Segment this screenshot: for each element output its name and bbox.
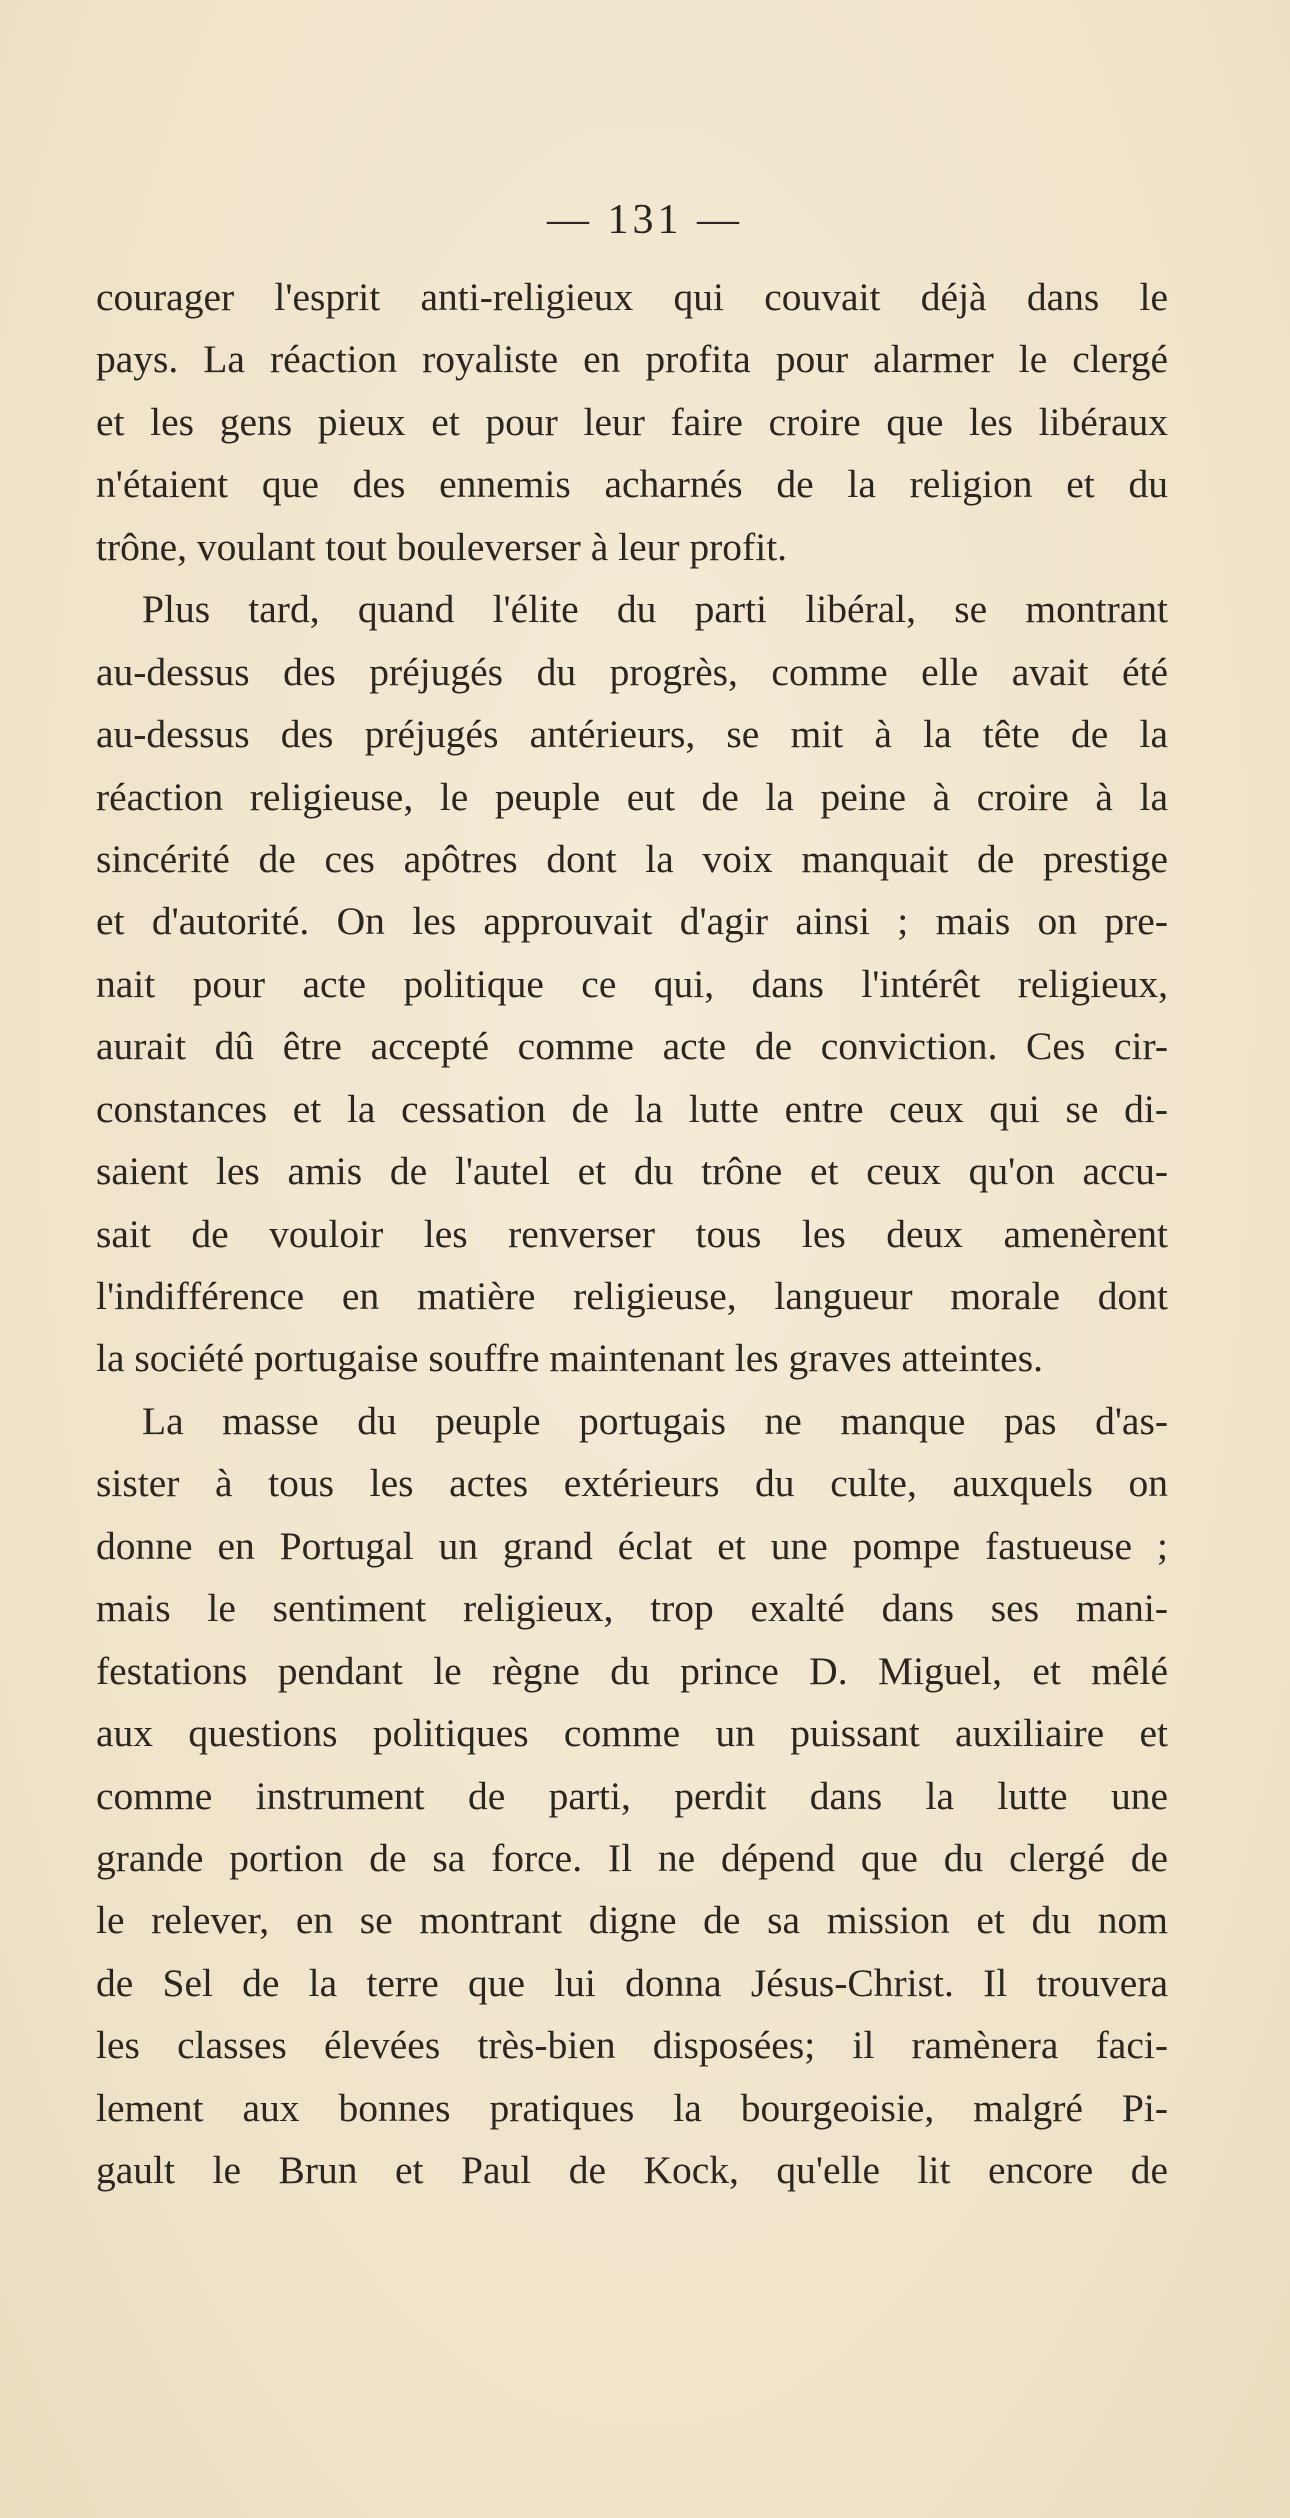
text-line: trône, voulant tout bouleverser à leur profit. xyxy=(96,524,788,569)
text-line: constances et la cessation de la lutte entre ceux qui se di- xyxy=(96,1086,1168,1131)
text-line: La masse du peuple portugais ne manque pas d'as- xyxy=(142,1398,1168,1443)
body-text xyxy=(96,266,1168,2202)
page-number-header: — 131 — xyxy=(547,197,743,243)
text-line: de Sel de la terre que lui donna Jésus-Christ. Il trouvera xyxy=(96,1960,1168,2005)
text-line: au-dessus des préjugés du progrès, comme elle avait été xyxy=(96,649,1168,694)
text-line: mais le sentiment religieux, trop exalté dans ses mani- xyxy=(96,1586,1168,1631)
text-line: pays. La réaction royaliste en profita pour alarmer le clergé xyxy=(96,337,1168,382)
text-line: donne en Portugal un grand éclat et une pompe fastueuse ; xyxy=(96,1523,1168,1568)
text-line: aux questions politiques comme un puissant auxiliaire et xyxy=(96,1711,1168,1756)
text-line: courager l'esprit anti-religieux qui couvait déjà dans le xyxy=(96,275,1168,319)
text-line: festations pendant le règne du prince D. Miguel, et mêlé xyxy=(96,1648,1168,1693)
text-line: au-dessus des préjugés antérieurs, se mit à la tête de la xyxy=(96,712,1168,757)
text-line: réaction religieuse, le peuple eut de la peine à croire à la xyxy=(96,774,1168,819)
text-line: comme instrument de parti, perdit dans la lutte une xyxy=(96,1773,1168,1818)
text-line: et les gens pieux et pour leur faire croire que les libéraux xyxy=(96,399,1168,444)
text-line: n'étaient que des ennemis acharnés de la religion et du xyxy=(96,462,1168,507)
text-line: le relever, en se montrant digne de sa mission et du nom xyxy=(96,1898,1168,1943)
text-line: sincérité de ces apôtres dont la voix manquait de prestige xyxy=(96,836,1168,881)
text-line: la société portugaise souffre maintenant les graves atteintes. xyxy=(96,1336,1043,1381)
text-line: sait de vouloir les renverser tous les deux amenèrent xyxy=(96,1211,1168,1256)
text-line: lement aux bonnes pratiques la bourgeoisie, malgré Pi- xyxy=(96,2085,1168,2130)
text-line: Plus tard, quand l'élite du parti libéral, se montrant xyxy=(142,587,1168,632)
text-line: nait pour acte politique ce qui, dans l'intérêt religieux, xyxy=(96,961,1168,1006)
text-line: aurait dû être accepté comme acte de conviction. Ces cir- xyxy=(96,1024,1168,1069)
text-line: grande portion de sa force. Il ne dépend que du clergé de xyxy=(96,1835,1168,1880)
text-line: et d'autorité. On les approuvait d'agir ainsi ; mais on pre- xyxy=(96,899,1168,944)
text-line: saient les amis de l'autel et du trône et ceux qu'on accu- xyxy=(96,1149,1168,1194)
text-line: sister à tous les actes extérieurs du culte, auxquels on xyxy=(96,1461,1168,1506)
text-line: gault le Brun et Paul de Kock, qu'elle lit encore de xyxy=(96,2148,1168,2193)
text-line: l'indifférence en matière religieuse, langueur morale dont xyxy=(96,1274,1168,1318)
text-line: les classes élevées très-bien disposées; il ramènera faci- xyxy=(96,2023,1168,2068)
